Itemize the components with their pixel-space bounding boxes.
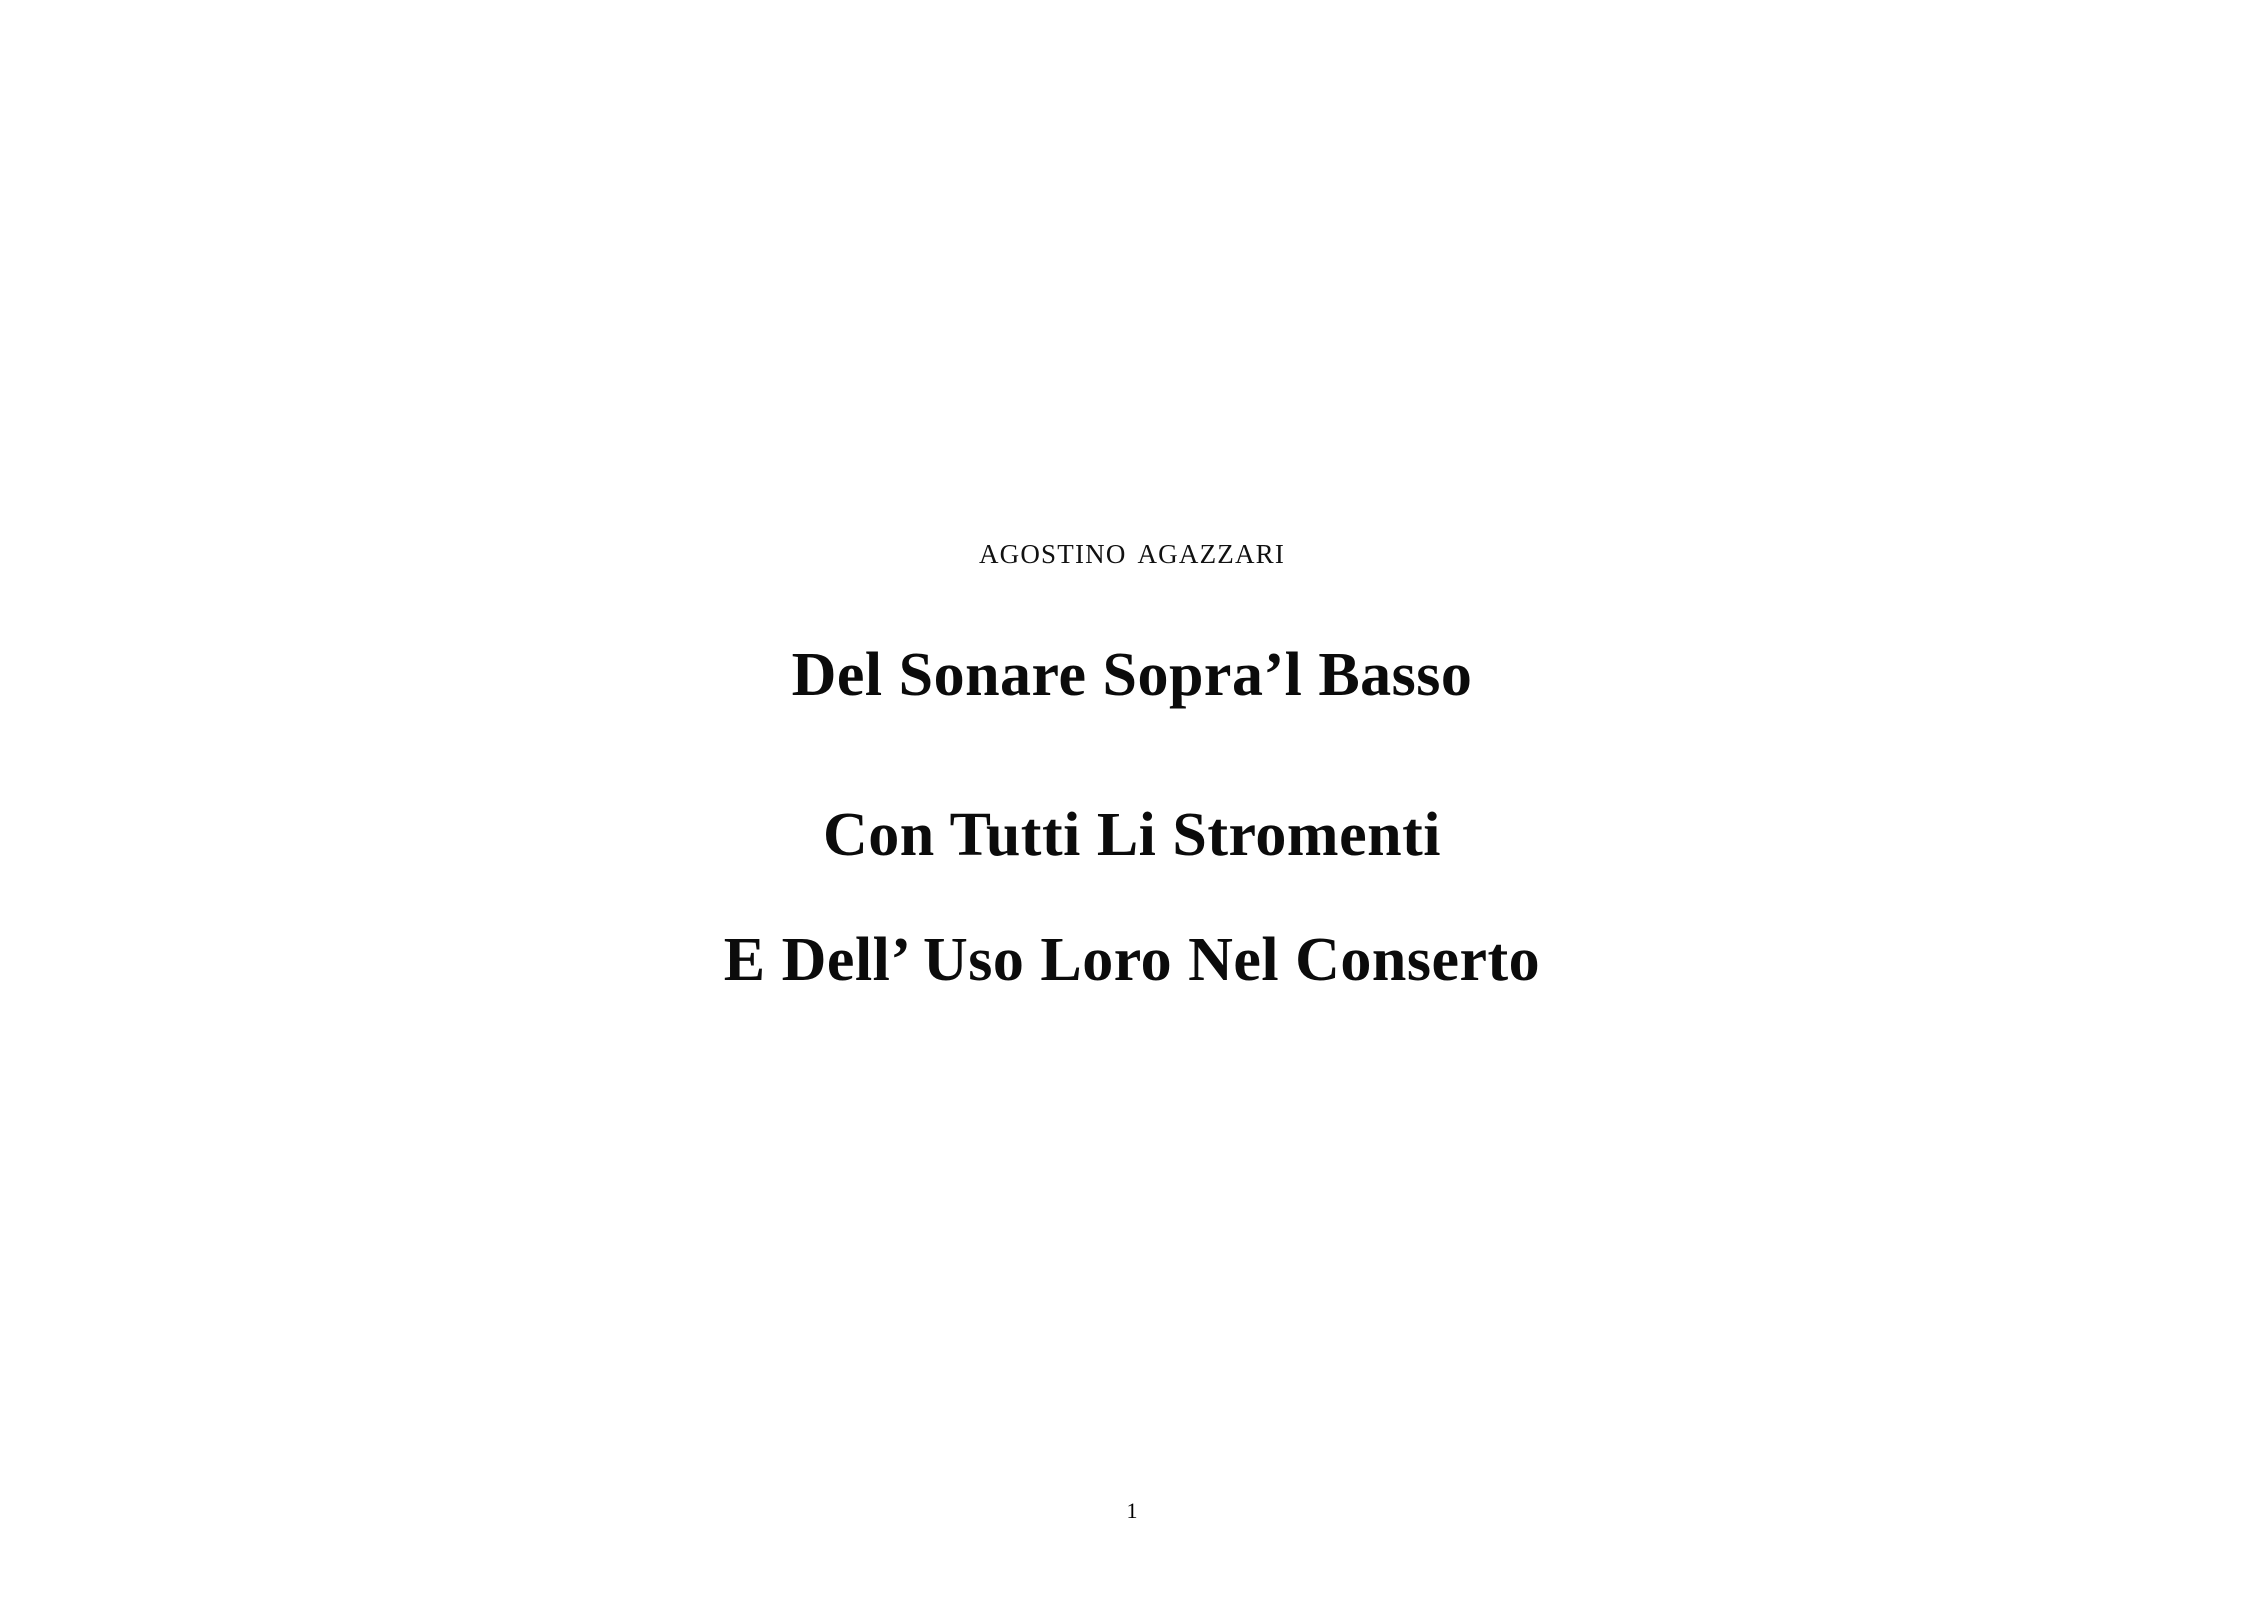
page-number: 1: [1126, 1498, 1138, 1523]
author-name: agostino agazzari: [978, 529, 1286, 572]
title-line-3: E Dell’ Uso Loro Nel Conserto: [723, 926, 1541, 994]
title-line-2: Con Tutti Li Stromenti: [823, 801, 1441, 869]
title-line-1: Del Sonare Sopra’l Basso: [791, 641, 1473, 709]
